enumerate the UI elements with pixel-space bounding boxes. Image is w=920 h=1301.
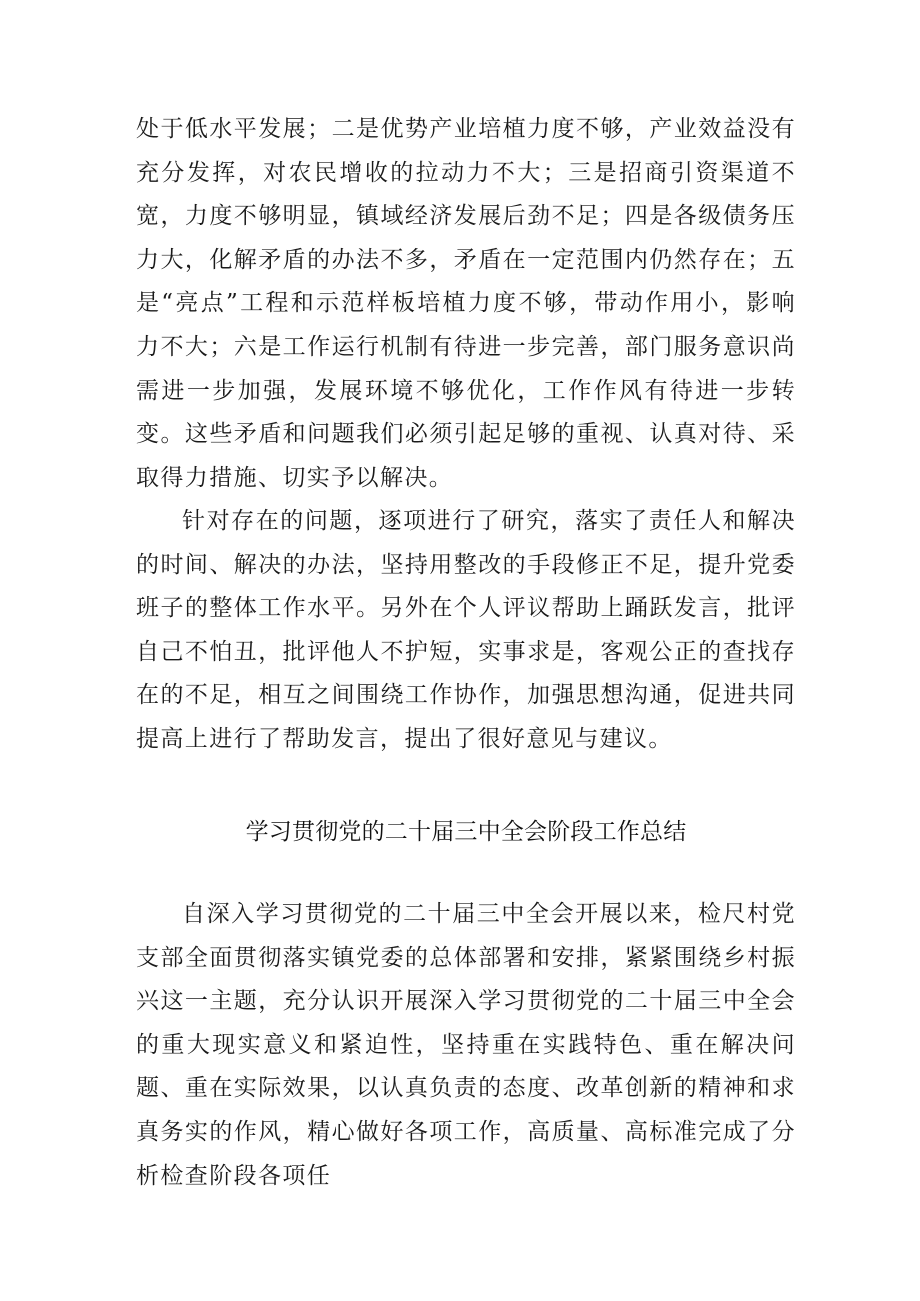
body-paragraph-3: 自深入学习贯彻党的二十届三中全会开展以来，检尺村党支部全面贯彻落实镇党委的总体部署和安排，紧紧围绕乡村振兴这一主题，充分认识开展深入学习贯彻党的二十届三中全会的重大现实意义和紧迫性，坚持重在实践特色、重在解决问题、重在实际效果，以认真负责的态度、改革创新的精神和求真务实的作风，精心做好各项工作，高质量、高标准完成了分析检查阶段各项任 — [136, 901, 796, 1189]
section-heading: 学习贯彻党的二十届三中全会阶段工作总结 — [245, 819, 687, 845]
body-paragraph-2: 针对存在的问题，逐项进行了研究，落实了责任人和解决的时间、解决的办法，坚持用整改的手段修正不足，提升党委班子的整体工作水平。另外在个人评议帮助上踊跃发言，批评自己不怕丑，批评他人不护短，实事求是，客观公正的查找存在的不足，相互之间围绕工作协作，加强思想沟通，促进共同提高上进行了帮助发言，提出了很好意见与建议。 — [136, 508, 796, 752]
body-paragraph-1: 处于低水平发展；二是优势产业培植力度不够，产业效益没有充分发挥，对农民增收的拉动力不大；三是招商引资渠道不宽，力度不够明显，镇域经济发展后劲不足；四是各级债务压力大，化解矛盾的办法不多，矛盾在一定范围内仍然存在；五是“亮点”工程和示范样板培植力度不够，带动作用小，影响力不大；六是工作运行机制有待进一步完善，部门服务意识尚需进一步加强，发展环境不够优化，工作作风有待进一步转变。这些矛盾和问题我们必须引起足够的重视、认真对待、采取得力措施、切实予以解决。 — [136, 116, 796, 491]
